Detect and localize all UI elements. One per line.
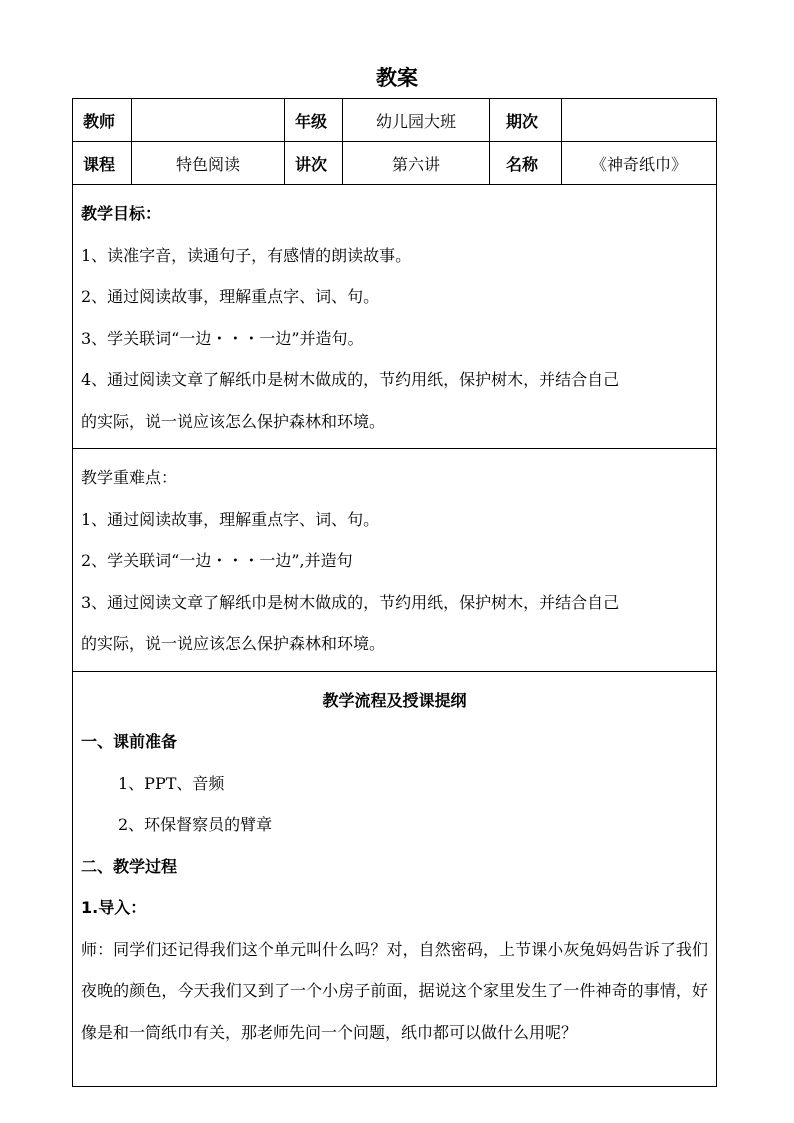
key-point-item-1: 1、通过阅读故事，理解重点字、词、句。 <box>81 509 380 529</box>
period-label: 期次 <box>490 99 562 142</box>
objective-item-3: 3、学关联词“一边・・・一边”并造句。 <box>81 328 364 348</box>
teacher-label: 教师 <box>73 99 132 142</box>
name-label: 名称 <box>490 142 562 185</box>
key-point-item-3-cont: 的实际，说一说应该怎么保护森林和环境。 <box>81 634 386 653</box>
teacher-value <box>132 99 285 142</box>
intro-paragraph: 师：同学们还记得我们这个单元叫什么吗？对，自然密码，上节课小灰兔妈妈告诉了我们夜晚的颜色，今天我们又到了一个小房子前面，据说这个家里发生了一件神奇的事情，好像是和一筒纸巾有关，那老师先问一个问题，纸巾都可以做什么用呢？ <box>81 939 708 1042</box>
grade-value: 幼儿园大班 <box>343 99 490 142</box>
flow-row <box>73 671 717 1086</box>
key-points-heading: 教学重难点： <box>81 468 178 487</box>
grade-label: 年级 <box>285 99 343 142</box>
section1-title: 一、课前准备 <box>81 732 178 751</box>
flow-cell <box>73 671 717 1086</box>
section1-item-2: 2、环保督察员的臂章 <box>118 815 273 834</box>
name-value: 《神奇纸巾》 <box>562 142 717 185</box>
flow-heading: 教学流程及授课提纲 <box>322 690 467 710</box>
key-point-item-2: 2、学关联词“一边・・・一边”,并造句 <box>81 551 353 570</box>
header-row-1 <box>73 99 717 142</box>
section2-title: 二、教学过程 <box>81 856 178 876</box>
objective-item-4-cont: 的实际，说一说应该怎么保护森林和环境。 <box>81 411 386 431</box>
objectives-heading: 教学目标： <box>81 204 162 223</box>
course-label: 课程 <box>73 142 132 185</box>
objectives-row <box>73 185 717 449</box>
key-points-cell <box>73 449 717 672</box>
course-value: 特色阅读 <box>132 142 285 185</box>
lecture-label: 讲次 <box>285 142 343 185</box>
period-value <box>562 99 717 142</box>
header-row-2 <box>73 142 717 185</box>
key-point-item-3: 3、通过阅读文章了解纸巾是树木做成的，节约用纸，保护树木，并结合自己 <box>81 592 620 612</box>
objective-item-4: 4、通过阅读文章了解纸巾是树木做成的，节约用纸，保护树木，并结合自己 <box>81 370 620 389</box>
key-points-row <box>73 449 717 672</box>
intro-title: 1.导入： <box>81 898 147 917</box>
section1-item-1: 1、PPT、音频 <box>118 773 225 793</box>
lecture-value: 第六讲 <box>343 142 490 185</box>
objectives-cell <box>73 185 717 449</box>
objective-item-1: 1、读准字音，读通句子，有感情的朗读故事。 <box>81 245 412 265</box>
lesson-plan-table <box>72 98 717 1087</box>
document-title: 教案 <box>376 66 418 90</box>
objective-item-2: 2、通过阅读故事，理解重点字、词、句。 <box>81 287 380 306</box>
